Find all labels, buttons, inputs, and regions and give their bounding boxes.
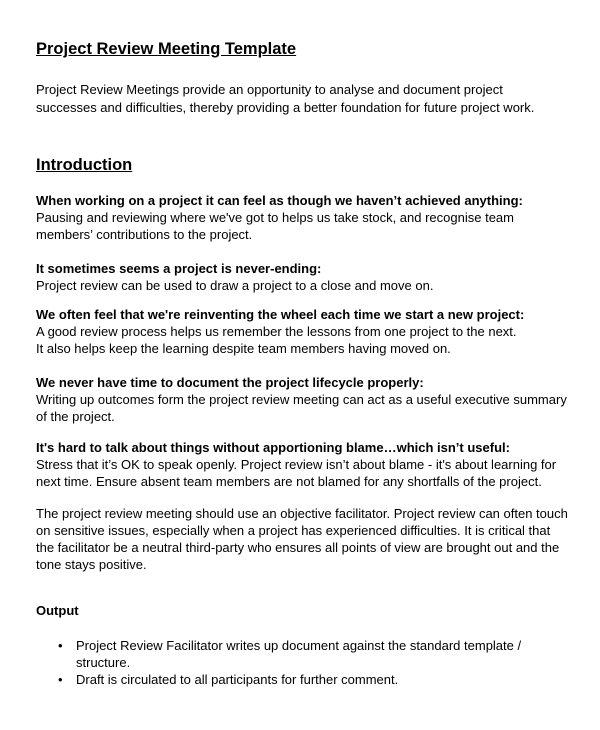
qa-block (36, 439, 571, 490)
facilitator-paragraph: The project review meeting should use an objective facilitator. Project review can often touch on sensitive issues, especially when a project has experienced difficulties. It is critical that the facilitator be a neutral third-party who ensures all points of view are brought out and the tone stays positive. (36, 506, 568, 572)
bullet-icon: • (58, 638, 63, 653)
qa-question: We often feel that we're reinventing the wheel each time we start a new project: (36, 307, 525, 322)
qa-block (36, 306, 571, 357)
qa-answer-continued: It also helps keep the learning despite team members having moved on. (36, 341, 451, 356)
output-list (36, 637, 566, 688)
qa-question: It sometimes seems a project is never-ending: (36, 261, 322, 276)
page-title: Project Review Meeting Template (36, 40, 297, 58)
list-item (36, 671, 566, 688)
qa-question: It's hard to talk about things without apportioning blame…which isn’t useful: (36, 440, 510, 455)
qa-question: When working on a project it can feel as though we haven’t achieved anything: (36, 193, 523, 208)
qa-answer: Writing up outcomes form the project review meeting can act as a useful executive summary of the project. (36, 392, 567, 424)
bullet-icon: • (58, 672, 63, 687)
section-heading-introduction: Introduction (36, 156, 133, 174)
qa-block (36, 374, 571, 425)
qa-block (36, 260, 571, 294)
qa-answer: Project review can be used to draw a project to a close and move on. (36, 278, 434, 293)
qa-answer: Stress that it’s OK to speak openly. Project review isn’t about blame - it's about learning for next time. Ensure absent team members are not blamed for any shortfalls of the project. (36, 457, 557, 489)
qa-answer: Pausing and reviewing where we've got to helps us take stock, and recognise team members’ contributions to the project. (36, 210, 514, 242)
intro-paragraph: Project Review Meetings provide an opportunity to analyse and document project successes and difficulties, thereby providing a better foundation for future project work. (36, 82, 535, 115)
output-heading: Output (36, 603, 79, 618)
list-item-text: Project Review Facilitator writes up document against the standard template / structure. (76, 638, 522, 670)
qa-block (36, 192, 571, 243)
qa-answer: A good review process helps us remember the lessons from one project to the next. (36, 324, 517, 339)
list-item-text: Draft is circulated to all participants for further comment. (76, 672, 399, 687)
list-item (36, 637, 566, 671)
qa-question: We never have time to document the project lifecycle properly: (36, 375, 424, 390)
